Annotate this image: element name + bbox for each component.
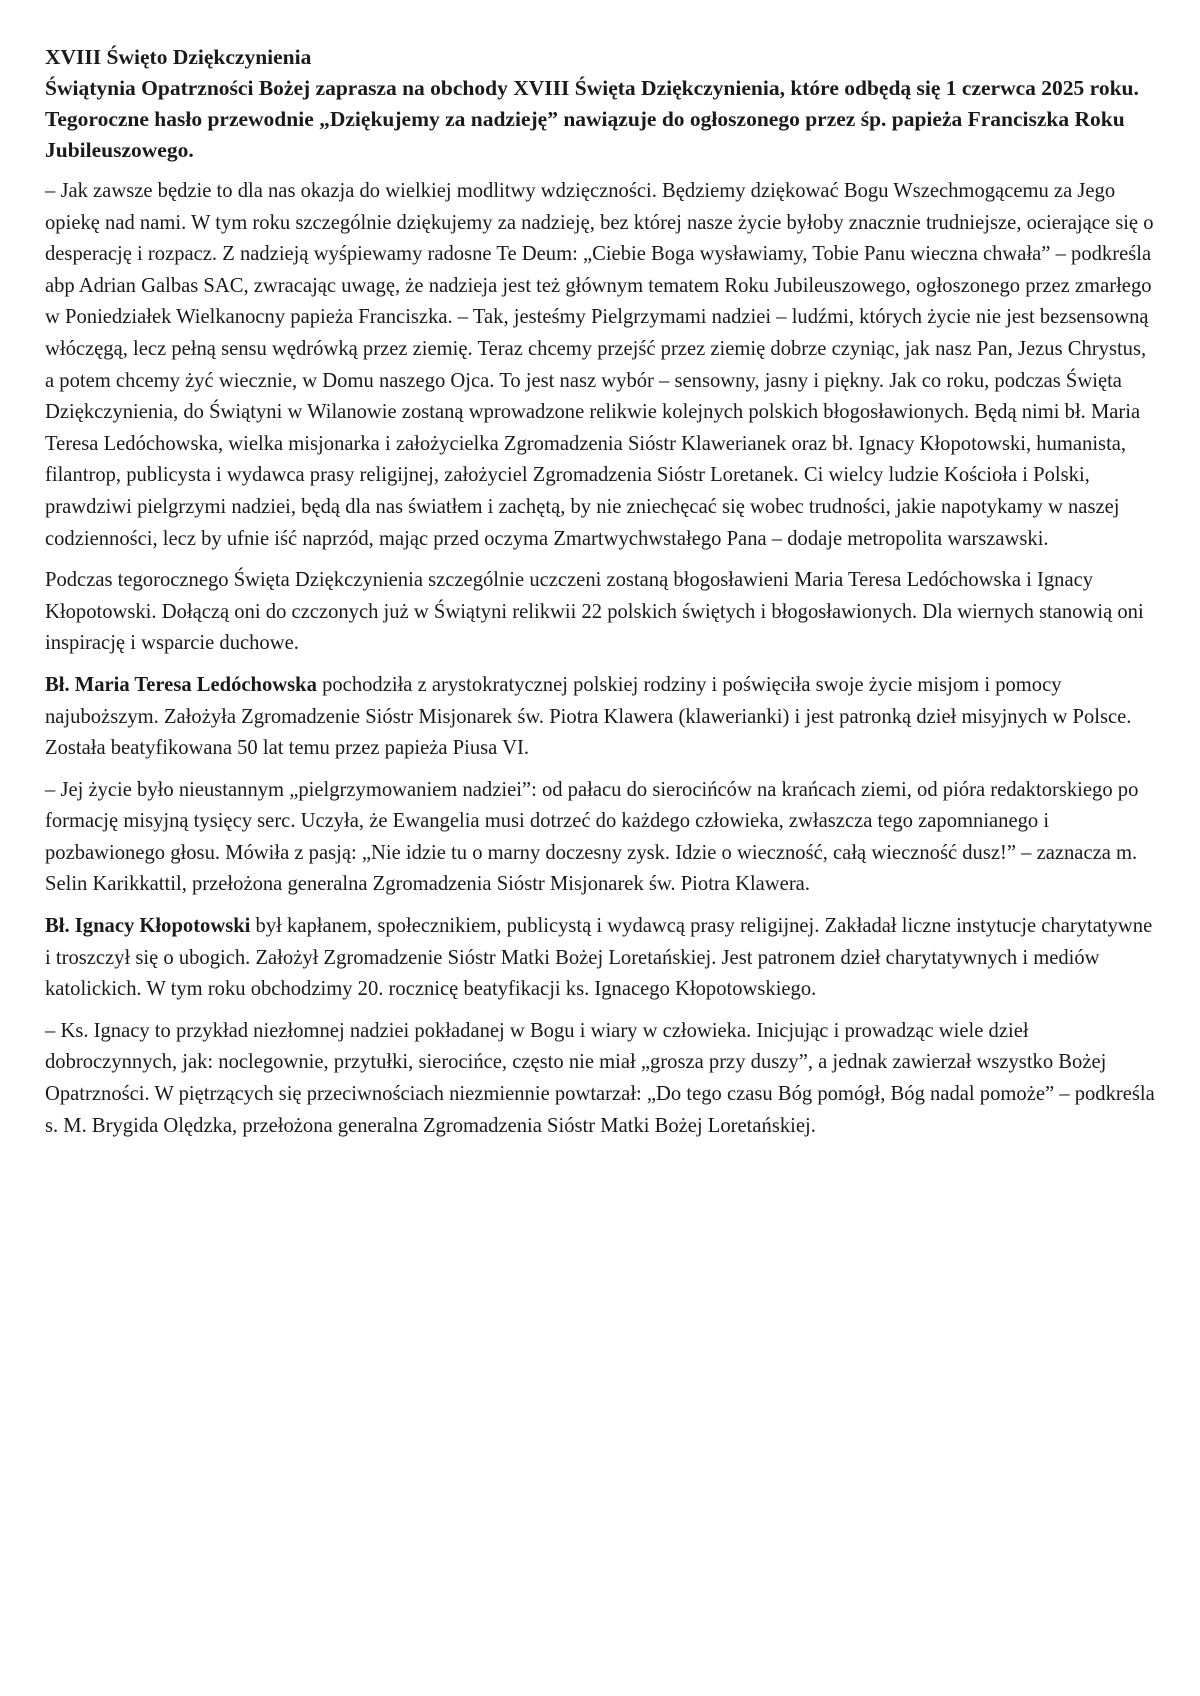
paragraph-klopotowski	[45, 911, 1160, 1006]
klopotowski-text: był kapłanem, społecznikiem, publicystą i wydawcą prasy religijnej. Zakładał liczne instytucje charytatywne i troszczył się o ubogich. Założył Zgromadzenie Sióstr Matki Bożej Loretańskiej. Jest patronem dzieł charytatywnych i mediów katolickich. W tym roku obchodzimy 20. rocznicę beatyfikacji ks. Ignacego Kłopotowskiego.	[45, 915, 1153, 1001]
paragraph-ledochowska-quote: – Jej życie było nieustannym „pielgrzymowaniem nadziei”: od pałacu do sierocińców na krańcach ziemi, od pióra redaktorskiego po formację misyjną tysięcy serc. Uczyła, że Ewangelia musi dotrzeć do każdego człowieka, zwłaszcza tego zapomnianego i pozbawionego głosu. Mówiła z pasją: „Nie idzie tu o marny doczesny zysk. Idzie o wieczność, całą wieczność dusz!” – zaznacza m. Selin Karikkattil, przełożona generalna Zgromadzenia Sióstr Misjonarek św. Piotra Klawera.	[45, 778, 1139, 896]
article-title: XVIII Święto Dziękczynienia	[45, 45, 312, 69]
paragraph-ledochowska	[45, 670, 1160, 765]
document-page	[45, 42, 1160, 1152]
ledochowska-name: Bł. Maria Teresa Ledóchowska	[45, 673, 317, 696]
paragraph-relics: Podczas tegorocznego Święta Dziękczynienia szczególnie uczczeni zostaną błogosławieni Maria Teresa Ledóchowska i Ignacy Kłopotowski. Dołączą oni do czczonych już w Świątyni relikwii 22 polskich świętych i błogosławionych. Dla wiernych stanowią oni inspirację i wsparcie duchowe.	[45, 569, 1144, 655]
ledochowska-text: pochodziła z arystokratycznej polskiej rodziny i poświęciła swoje życie misjom i pomocy najuboższym. Założyła Zgromadzenie Sióstr Misjonarek św. Piotra Klawera (klawerianki) i jest patronką dzieł misyjnych w Polsce. Została beatyfikowana 50 lat temu przez papieża Piusa VI.	[45, 673, 1132, 760]
paragraph-klopotowski-quote: – Ks. Ignacy to przykład niezłomnej nadziei pokładanej w Bogu i wiary w człowieka. Inicjując i prowadząc wiele dzieł dobroczynnych, jak: noclegownie, przytułki, sierocińce, często nie miał „grosza przy duszy”, a jednak zawierzał wszystko Bożej Opatrzności. W piętrzących się przeciwnościach niezmiennie powtarzał: „Do tego czasu Bóg pomógł, Bóg nadal pomoże” – podkreśla s. M. Brygida Olędzka, przełożona generalna Zgromadzenia Sióstr Matki Bożej Loretańskiej.	[45, 1019, 1155, 1137]
article-lead: Świątynia Opatrzności Bożej zaprasza na obchody XVIII Święta Dziękczynienia, które odbędą się 1 czerwca 2025 roku. Tegoroczne hasło przewodnie „Dziękujemy za nadzieję” nawiązuje do ogłoszonego przez śp. papieża Franciszka Roku Jubileuszowego.	[45, 76, 1139, 162]
klopotowski-name: Bł. Ignacy Kłopotowski	[45, 915, 251, 938]
paragraph-archbishop-quote: – Jak zawsze będzie to dla nas okazja do wielkiej modlitwy wdzięczności. Będziemy dziękować Bogu Wszechmogącemu za Jego opiekę nad nami. W tym roku szczególnie dziękujemy za nadzieję, bez której nasze życie byłoby znacznie trudniejsze, ocierające się o desperację i rozpacz. Z nadzieją wyśpiewamy radosne Te Deum: „Ciebie Boga wysławiamy, Tobie Panu wieczna chwała” – podkreśla abp Adrian Galbas SAC, zwracając uwagę, że nadzieja jest też głównym tematem Roku Jubileuszowego, ogłoszonego przez zmarłego w Poniedziałek Wielkanocny papieża Franciszka. – Tak, jesteśmy Pielgrzymami nadziei – ludźmi, których życie nie jest bezsensowną włóczęgą, lecz pełną sensu wędrówką przez ziemię. Teraz chcemy przejść przez ziemię dobrze czyniąc, jak nasz Pan, Jezus Chrystus, a potem chcemy żyć wiecznie, w Domu naszego Ojca. To jest nasz wybór – sensowny, jasny i piękny. Jak co roku, podczas Święta Dziękczynienia, do Świątyni w Wilanowie zostaną wprowadzone relikwie kolejnych polskich błogosławionych. Będą nimi bł. Maria Teresa Ledóchowska, wielka misjonarka i założycielka Zgromadzenia Sióstr Klawerianek oraz bł. Ignacy Kłopotowski, humanista, filantrop, publicysta i wydawca prasy religijnej, założyciel Zgromadzenia Sióstr Loretanek. Ci wielcy ludzie Kościoła i Polski, prawdziwi pielgrzymi nadziei, będą dla nas światłem i zachętą, by nie zniechęcać się wobec trudności, jakie napotykamy w naszej codzienności, lecz by ufnie iść naprzód, mając przed oczyma Zmartwychwstałego Pana – dodaje metropolita warszawski.	[45, 180, 1154, 550]
